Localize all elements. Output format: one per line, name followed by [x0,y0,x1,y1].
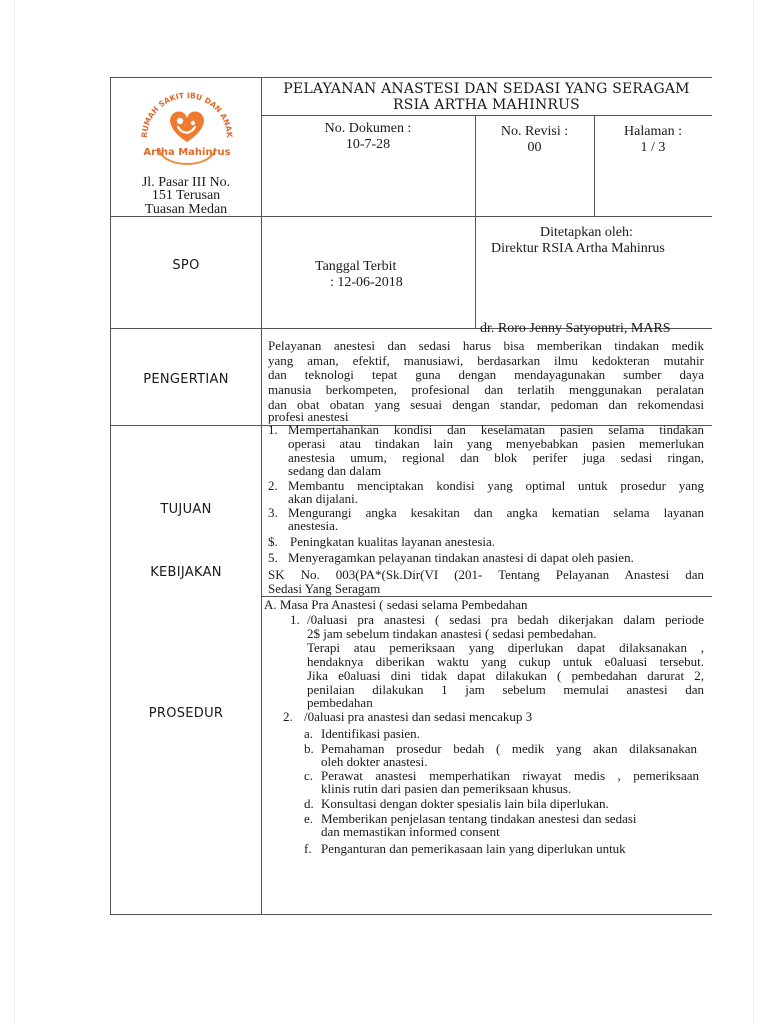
date-issued-value: : 12-06-2018 [330,275,403,290]
pengertian-line: dan teknologi tepat guna dengan mendayagunakan sumber daya [268,367,704,382]
prosedur-item-number: 1. [290,612,300,627]
tujuan-item-line: anestesia. [288,518,339,533]
subitem-line: Konsultasi dengan dokter spesialis lain bila diperlukan. [321,796,609,811]
table-border-bottom [110,914,712,915]
subitem-letter: d. [304,796,314,811]
subitem-line: klinis rutin dari pasien dan pemeriksaan khusus. [321,781,572,796]
prosedur-item-number: 2. [283,709,293,724]
date-issued-label: Tanggal Terbit [315,259,397,274]
director-title: Direktur RSIA Artha Mahinrus [491,241,665,256]
subitem-letter: c. [304,768,314,783]
prosedur-item-line: Jika e0aluasi dini tidak dapat dilakukan ( pembedahan darurat 2, [307,668,704,683]
date-column-divider [475,216,476,328]
subitem-letter: f. [304,841,312,856]
tujuan-item-line: Mempertahankan kondisi dan keselamatan pasien selama tindakan [288,422,704,437]
tujuan-item-line: akan dijalani. [288,491,359,506]
subitem-line: Pemahaman prosedur bedah ( medik yang akan dilaksanakan [321,741,697,756]
signer-name: dr. Roro Jenny Satyoputri, MARS [480,321,671,336]
logo-name: Artha Mahinrus [143,147,231,158]
subitem-letter: a. [304,726,314,741]
subitem-line: Identifikasi pasien. [321,726,420,741]
subitem-line: Penganturan dan pemerikasaan lain yang diperlukan untuk [321,841,626,856]
address-line-2: 151 Terusan [151,188,221,203]
kebijakan-label: KEBIJAKAN [150,565,222,580]
prosedur-item-line: penilaian dilakukan 1 jam sebelum memulai anastesi dan [307,682,704,697]
document-title: PELAYANAN ANASTESI DAN SEDASI YANG SERAGAM [283,81,690,97]
tujuan-item-line: Membantu menciptakan kondisi yang optimal untuk prosedur yang [288,478,704,493]
prosedur-item-line: Terapi atau pemeriksaan yang diperlukan dapat dilaksanakan , [307,640,704,655]
prosedur-item-line: /0aluasi pra anastesi dan sedasi mencakup 3 [304,709,533,724]
tujuan-item-number: 3. [268,505,278,520]
prosedur-label: PROSEDUR [148,706,224,721]
spo-label: SPO [172,258,200,273]
pengertian-line: manusia berkompeten, profesional dan terlatih menggunakan peralatan [268,382,704,397]
prosedur-item-line: hendaknya diberikan waktu yang cukup untuk e0aluasi tersebut. [307,654,704,669]
page-value: 1 / 3 [640,140,666,155]
tujuan-item-line: Mengurangi angka kesakitan dan angka kematian selama layanan [288,505,704,520]
pengertian-line: dan obat obatan yang sesuai dengan standar, pedoman dan rekomendasi [268,397,704,412]
doc-number-label: No. Dokumen : [324,121,412,136]
pengertian-line: yang aman, efektif, manusiawi, berdasarkan ilmu kedokteran mutahir [268,353,704,368]
table-border-top [110,77,712,78]
revision-label: No. Revisi : [500,124,569,139]
doc-number-value: 10-7-28 [345,137,391,152]
kebijakan-line: Sedasi Yang Seragam [268,581,381,596]
revision-value: 00 [527,140,542,155]
subitem-letter: b. [304,741,314,756]
subitem-line: Perawat anastesi memperhatikan riwayat medis , pemeriksaan [321,768,699,783]
logo-arc-text: RUMAH SAKIT IBU DAN ANAK [139,90,235,139]
address-line-3: Tuasan Medan [144,202,228,217]
subitem-line: dan memastikan informed consent [321,824,500,839]
page-label: Halaman : [624,124,682,139]
kebijakan-line: SK No. 003(PA*(Sk.Dir(VI (201- Tentang Pelayanan Anastesi dan [268,567,704,582]
prosedur-section-a: A. Masa Pra Anastesi ( sedasi selama Pembedahan [264,597,528,612]
prosedur-item-line: 2$ jam sebelum tindakan anastesi ( sedasi pembedahan. [307,626,597,641]
subitem-letter: e. [304,811,314,826]
pengertian-label: PENGERTIAN [143,372,229,387]
address-line-1: Jl. Pasar III No. [141,175,231,190]
tujuan-item-number: 1. [268,422,278,437]
tujuan-item-number: 5. [268,550,278,565]
subitem-line: oleh dokter anastesi. [321,754,428,769]
pengertian-line: Pelayanan anestesi dan sedasi harus bisa memberikan tindakan medik [268,338,704,353]
label-column-divider [261,77,262,915]
hospital-name-title: RSIA ARTHA MAHINRUS [393,97,580,113]
subitem-line: Memberikan penjelasan tentang tindakan anestesi dan sedasi [321,811,637,826]
prosedur-item-line: /0aluasi pra anastesi ( sedasi pra bedah dikerjakan dalam periode [307,612,704,627]
pengertian-line: profesi anestesi [268,409,349,424]
title-divider [261,115,712,116]
tujuan-label: TUJUAN [160,502,212,517]
prosedur-item-line: pembedahan [307,695,373,710]
hospital-logo [137,80,237,168]
tujuan-item-line: anestesia umum, regional dan blok perifer juga sedasi ringan, [288,450,704,465]
tujuan-item-line: operasi atau tindakan lain yang menyebabkan pasien memerlukan [288,436,704,451]
tujuan-item-line: Peningkatan kualitas layanan anestesia. [290,534,496,549]
set-by-label: Ditetapkan oleh: [540,225,633,240]
tujuan-item-number: $. [268,534,278,549]
tujuan-item-line: sedang dan dalam [288,463,382,478]
tujuan-item-line: Menyeragamkan pelayanan tindakan anastesi di dapat oleh pasien. [288,550,634,565]
tujuan-item-number: 2. [268,478,278,493]
